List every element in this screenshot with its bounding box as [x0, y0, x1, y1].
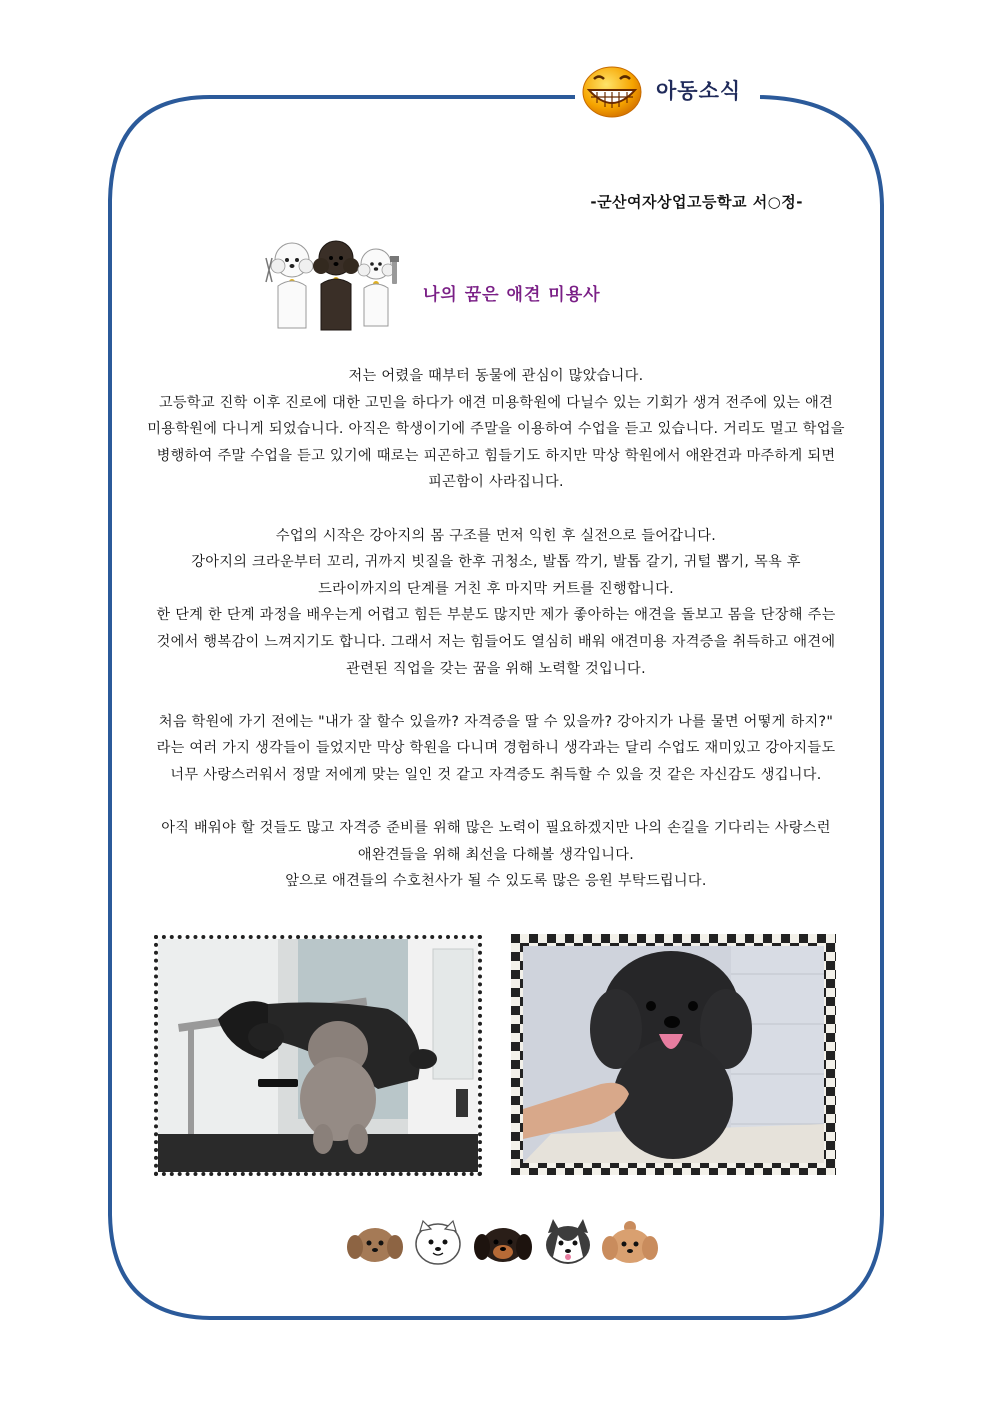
body-line: 아직 배워야 할 것들도 많고 자격증 준비를 위해 많은 노력이 필요하겠지만 나의 손길을 기다리는 사랑스런: [161, 820, 831, 837]
article-body: [118, 363, 874, 895]
body-line: 한 단계 한 단계 과정을 배우는게 어렵고 힘든 부분도 많지만 제가 좋아하는 애견을 돌보고 몸을 단장해 주는: [156, 607, 836, 624]
body-line: 수업의 시작은 강아지의 몸 구조를 먼저 익힌 후 실전으로 들어갑니다.: [275, 527, 717, 544]
body-line: 라는 여러 가지 생각들이 들었지만 막상 학원을 다니며 경험하니 생각과는 달리 수업도 재미있고 강아지들도: [156, 740, 836, 757]
body-line: 고등학교 진학 이후 진로에 대한 고민을 하다가 애견 미용학원에 다닐수 있는 기회가 생겨 전주에 있는 애견: [158, 394, 834, 411]
header-badge: [580, 60, 760, 120]
article-title: 나의 꿈은 애견 미용사: [423, 285, 601, 305]
poodle-photo: [511, 934, 836, 1175]
body-line: 드라이까지의 단계를 거친 후 마지막 커트를 진행합니다.: [318, 580, 674, 597]
grooming-photo: [154, 935, 482, 1176]
grooming-scene-image: [158, 939, 478, 1172]
body-line: 피곤함이 사라집니다.: [428, 474, 564, 491]
poodle-image: [511, 934, 836, 1175]
body-line: 것에서 행복감이 느껴지기도 합니다. 그래서 저는 힘들어도 열심히 배워 애견미용 자격증을 취득하고 애견에: [156, 633, 836, 650]
body-line: 미용학원에 다니게 되었습니다. 아직은 학생이기에 주말을 이용하여 수업을 듣고 있습니다. 거리도 멀고 학업을: [147, 421, 845, 438]
grinning-smiley-icon: [580, 62, 644, 118]
body-line: 병행하여 주말 수업을 듣고 있기에 때로는 피곤하고 힘들기도 하지만 막상 학원에서 애완견과 마주하게 되면: [156, 447, 836, 464]
body-line: 저는 어렸을 때부터 동물에 관심이 많았습니다.: [348, 368, 644, 384]
body-line: 관련된 직업을 갖는 꿈을 위해 노력할 것입니다.: [346, 660, 646, 677]
dog-faces-decoration: [345, 1217, 660, 1267]
author-line: -군산여자상업고등학교 서○정-: [590, 193, 803, 211]
body-line: 강아지의 크라운부터 꼬리, 귀까지 빗질을 한후 귀청소, 발톱 깍기, 발톱 갈기, 귀털 뽑기, 목욕 후: [191, 554, 801, 571]
body-line: 너무 사랑스러워서 정말 저에게 맞는 일인 것 같고 자격증도 취득할 수 있을 것 같은 자신감도 생깁니다.: [170, 766, 822, 783]
body-line: 애완견들을 위해 최선을 다해볼 생각입니다.: [357, 846, 635, 863]
header-title: 아동소식: [656, 79, 742, 103]
grooming-dogs-illustration: [258, 236, 418, 336]
body-line: 처음 학원에 가기 전에는 "내가 잘 할수 있을까? 자격증을 딸 수 있을까? 강아지가 나를 물면 어떻게 하지?": [158, 713, 834, 730]
body-line: 앞으로 애견들의 수호천사가 될 수 있도록 많은 응원 부탁드립니다.: [285, 873, 707, 890]
